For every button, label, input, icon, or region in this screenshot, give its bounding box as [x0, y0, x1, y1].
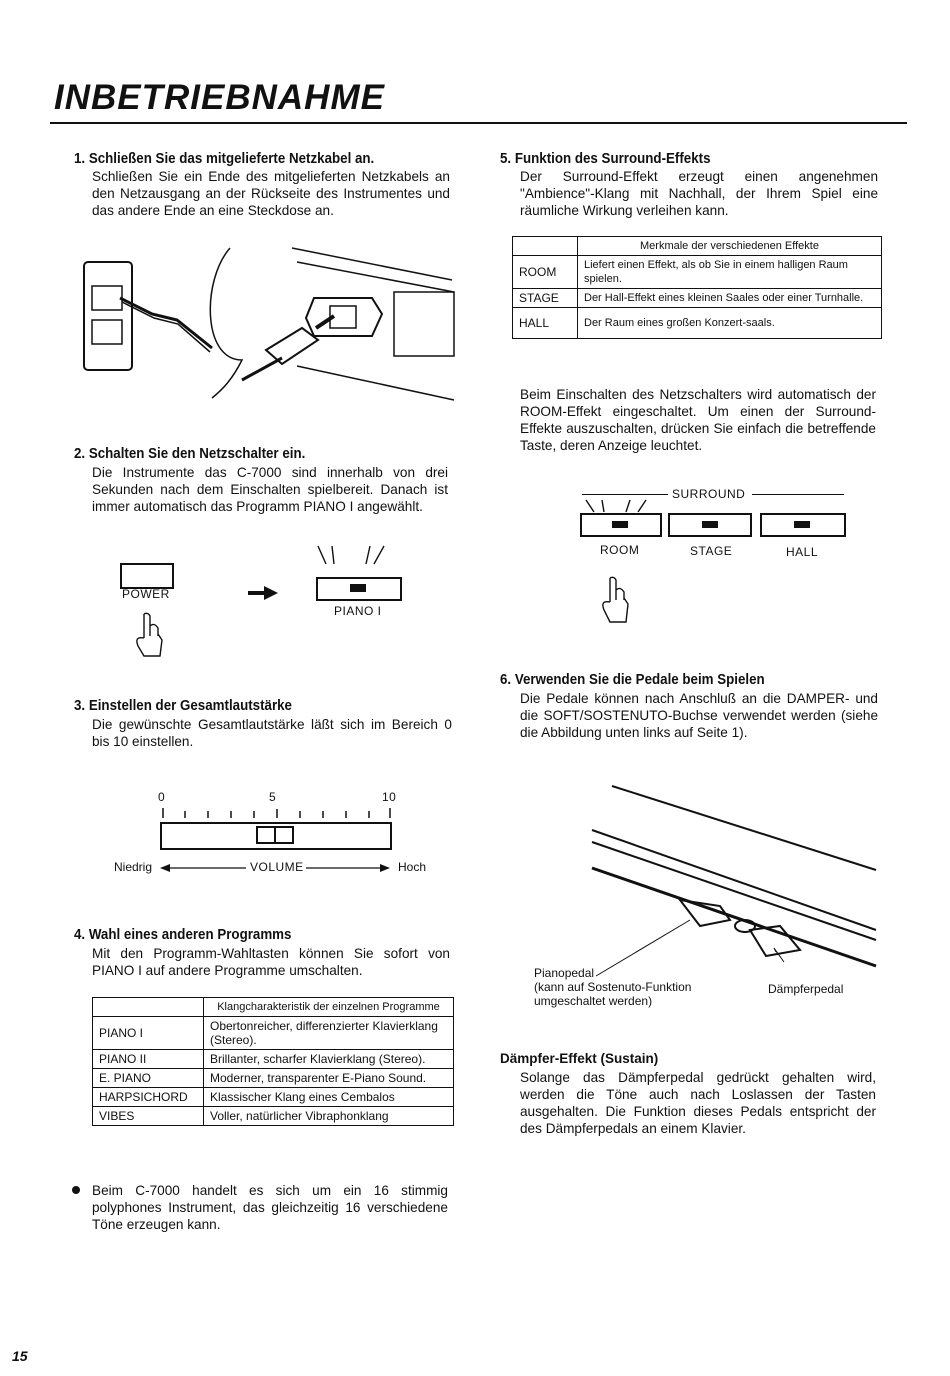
- table-row: [93, 1107, 454, 1126]
- effects-table: [512, 236, 882, 339]
- volume-low-label: Niedrig: [114, 860, 153, 874]
- scale-0: 0: [158, 790, 166, 804]
- hall-label: HALL: [786, 545, 819, 559]
- program-table-header: Klangcharakteristik der einzelnen Programme: [204, 998, 454, 1017]
- section3-heading: 3. Einstellen der Gesamtlautstärke: [74, 698, 292, 714]
- surround-label: SURROUND: [672, 487, 746, 501]
- section5-text: Der Surround-Effekt erzeugt einen angenehmen "Ambience"-Klang mit Nachhall, der Ihrem Spiel eine räumliche Wirkung verleihen kann.: [520, 169, 878, 218]
- section3-text: Die gewünschte Gesamtlautstärke läßt sich im Bereich 0 bis 10 einstellen.: [92, 717, 452, 749]
- power-label: POWER: [122, 587, 170, 601]
- sustain-heading: Dämpfer-Effekt (Sustain): [500, 1051, 659, 1066]
- section2-text: Die Instrumente das C-7000 sind innerhalb von drei Sekunden nach dem Einschalten spielbereit. Danach ist immer automatisch das Programm PIANO I angewählt.: [92, 465, 448, 514]
- effects-table-header: Merkmale der verschiedenen Effekte: [578, 237, 882, 256]
- table-row: [513, 289, 882, 308]
- scale-10: 10: [382, 790, 397, 804]
- table-row: [513, 308, 882, 339]
- bullet-dot: [72, 1186, 80, 1194]
- effect-name: HALL: [513, 308, 578, 339]
- table-row: [93, 1017, 454, 1050]
- program-table: [92, 997, 454, 1126]
- table-row: [513, 237, 882, 256]
- pianopedal-note: (kann auf Sostenuto-Funktion umgeschaltet werden): [534, 980, 692, 1008]
- pointing-hand-icon: [596, 574, 646, 628]
- effect-desc: Liefert einen Effekt, als ob Sie in einem halligen Raum spielen.: [578, 256, 882, 289]
- led-indicator-icon: [582, 496, 662, 514]
- table-row: [93, 1069, 454, 1088]
- arrow-right-icon: [246, 584, 280, 602]
- table-row: [93, 998, 454, 1017]
- table-row: [513, 256, 882, 289]
- room-button[interactable]: [580, 513, 662, 537]
- volume-scale-ticks: [160, 806, 400, 820]
- effect-name: STAGE: [513, 289, 578, 308]
- section5-heading: 5. Funktion des Surround-Effekts: [500, 151, 711, 167]
- volume-slider-track[interactable]: [160, 822, 392, 850]
- program-desc: Brillanter, scharfer Klavierklang (Stereo).: [204, 1050, 454, 1069]
- program-name: HARPSICHORD: [93, 1088, 204, 1107]
- section4-text: Mit den Programm-Wahltasten können Sie sofort von PIANO I auf andere Programme umschalten.: [92, 946, 450, 978]
- section2-heading: 2. Schalten Sie den Netzschalter ein.: [74, 446, 306, 462]
- room-label: ROOM: [600, 543, 640, 557]
- title-rule: [50, 122, 907, 124]
- section1-heading: 1. Schließen Sie das mitgelieferte Netzkabel an.: [74, 151, 375, 167]
- table-row: [93, 1050, 454, 1069]
- effect-desc: Der Raum eines großen Konzert-saals.: [578, 308, 882, 339]
- pianopedal-label: Pianopedal: [534, 966, 595, 980]
- piano-i-led: [350, 584, 366, 592]
- effect-desc: Der Hall-Effekt eines kleinen Saales oder einer Turnhalle.: [578, 289, 882, 308]
- power-button[interactable]: [120, 563, 174, 589]
- bullet-text: Beim C-7000 handelt es sich um ein 16 stimmig polyphones Instrument, das gleichzeitig 16 verschiedene Töne erzeugen kann.: [92, 1183, 448, 1232]
- table-row: [93, 1088, 454, 1107]
- volume-high-label: Hoch: [398, 860, 427, 874]
- hall-button[interactable]: [760, 513, 846, 537]
- section5-text2: Beim Einschalten des Netzschalters wird automatisch der ROOM-Effekt eingeschaltet. Um einen der Surround-Effekte auszuschalten, drücken Sie einfach die betreffende Taste, deren Anzeige leuchtet.: [520, 387, 876, 453]
- piano-i-button[interactable]: [316, 577, 402, 601]
- led-indicator-icon: [310, 542, 400, 572]
- sustain-text: Solange das Dämpferpedal gedrückt gehalten wird, werden die Töne auch nach Loslassen der Tasten ausgehalten. Die Funktion dieses Pedals entspricht der des Dämpferpedals an einem Klavier.: [520, 1070, 876, 1136]
- pedals-illustration: [530, 780, 880, 980]
- effect-name: ROOM: [513, 256, 578, 289]
- volume-slider-knob[interactable]: [256, 826, 294, 844]
- program-desc: Voller, natürlicher Vibraphonklang: [204, 1107, 454, 1126]
- section6-heading: 6. Verwenden Sie die Pedale beim Spielen: [500, 672, 765, 688]
- arrow-left-icon: [160, 862, 250, 874]
- program-name: E. PIANO: [93, 1069, 204, 1088]
- stage-label: STAGE: [690, 544, 733, 558]
- section6-text: Die Pedale können nach Anschluß an die DAMPER- und die SOFT/SOSTENUTO-Buchse verwendet werden (siehe die Abbildung unten links auf Seite 1).: [520, 691, 878, 740]
- program-desc: Moderner, transparenter E-Piano Sound.: [204, 1069, 454, 1088]
- scale-5: 5: [269, 790, 277, 804]
- power-cord-illustration: [82, 240, 462, 410]
- piano-i-label: PIANO I: [334, 604, 382, 618]
- program-name: PIANO I: [93, 1017, 204, 1050]
- pointing-hand-icon: [130, 610, 180, 660]
- section4-heading: 4. Wahl eines anderen Programms: [74, 927, 292, 943]
- stage-button[interactable]: [668, 513, 752, 537]
- program-name: VIBES: [93, 1107, 204, 1126]
- page-title: INBETRIEBNAHME: [54, 78, 385, 117]
- arrow-right-small-icon: [306, 862, 390, 874]
- section1-text: Schließen Sie ein Ende des mitgelieferten Netzkabels an den Netzausgang an der Rückseite des Instrumentes und das andere Ende an eine Steckdose an.: [92, 169, 450, 218]
- volume-label: VOLUME: [250, 860, 304, 874]
- program-desc: Obertonreicher, differenzierter Klavierklang (Stereo).: [204, 1017, 454, 1050]
- program-desc: Klassischer Klang eines Cembalos: [204, 1088, 454, 1107]
- program-name: PIANO II: [93, 1050, 204, 1069]
- damper-label: Dämpferpedal: [768, 982, 844, 996]
- page-number: 15: [12, 1348, 28, 1364]
